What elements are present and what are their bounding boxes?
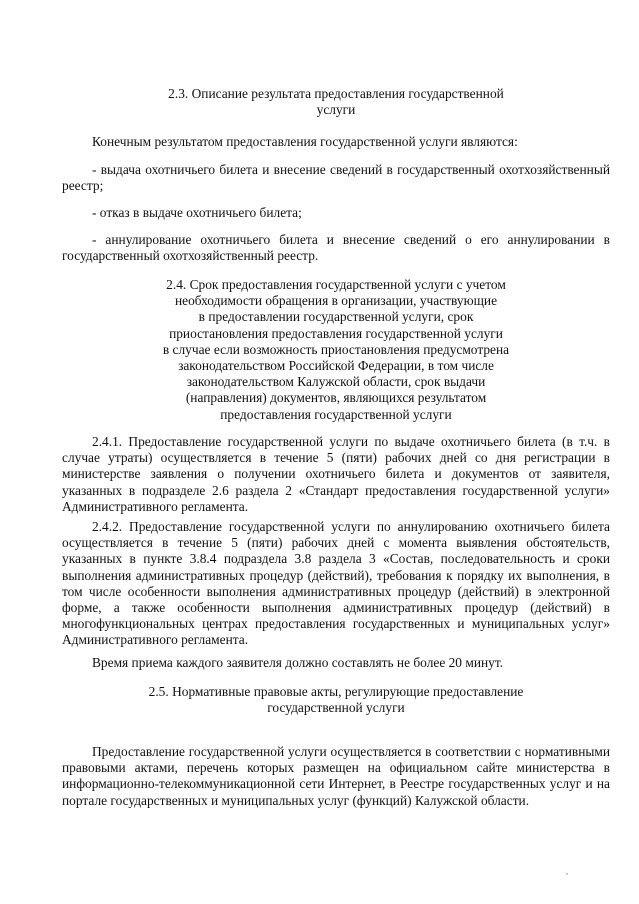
heading-line: (направления) документов, являющихся результатом [185, 390, 487, 406]
heading-line: 2.5. Нормативные правовые акты, регулирующие предоставление [148, 684, 524, 699]
heading-line: услуги [316, 102, 356, 118]
section-2-3-heading [62, 86, 610, 118]
paragraph-2-4-2: 2.4.2. Предоставление государственной услуги по аннулированию охотничьего билета осуществляется в течение 5 (пяти) рабочих дней с момента выявления обстоятельств, указанных в пункте 3.8.4 подраздела 3.8 раздела 3 «Состав, последовательность и сроки выполнения административных процедур (действий), требования к порядку их выполнения, в том числе особенности выполнения административных процедур (действий) в электронной форме, а также особенности выполнения административных процедур (действий) в многофункциональных центрах предоставления государственных и муниципальных услуг» Административного регламента. [62, 519, 610, 648]
heading-line: в предоставлении государственной услуги, срок [198, 309, 474, 325]
heading-line: предоставления государственной услуги [220, 406, 452, 422]
heading-line: 2.3. Описание результата предоставления государственной [168, 86, 504, 101]
heading-line: 2.4. Срок предоставления государственной услуги с учетом [166, 277, 506, 292]
heading-line: приостановления предоставления государственной услуги [169, 325, 503, 341]
section-2-3-intro: Конечным результатом предоставления государственной услуги являются: [92, 134, 518, 149]
result-item-annulment: - аннулирование охотничьего билета и внесение сведений о его аннулировании в государственный охотхозяйственный реестр. [62, 232, 610, 264]
section-2-5-body: Предоставление государственной услуги осуществляется в соответствии с нормативными правовыми актами, перечень которых размещен на официальном сайте министерства в информационно-телекоммуникационной сети Интернет, в Реестре государственных услуг и на портале государственных и муниципальных услуг (функций) Калужской области. [62, 744, 610, 808]
reception-time-note: Время приема каждого заявителя должно составлять не более 20 минут. [92, 655, 504, 670]
heading-line: законодательством Российской Федерации, в том числе [178, 358, 494, 374]
section-2-5-heading [62, 684, 610, 716]
result-item-issue: - выдача охотничьего билета и внесение сведений в государственный охотхозяйственный реестр; [62, 162, 610, 194]
section-2-4-heading [62, 277, 610, 423]
result-item-refusal: - отказ в выдаче охотничьего билета; [92, 205, 302, 220]
paragraph-2-4-1: 2.4.1. Предоставление государственной услуги по выдаче охотничьего билета (в т.ч. в случае утраты) осуществляется в течение 5 (пяти) рабочих дней со дня регистрации в министерстве заявления о получении охотничьего билета и документов от заявителя, указанных в подразделе 2.6 раздела 2 «Стандарт предоставления государственной услуги» Административного регламента. [62, 434, 610, 514]
heading-line: необходимости обращения в организации, участвующие [174, 293, 498, 309]
heading-line: государственной услуги [267, 700, 405, 716]
heading-line: законодательством Калужской области, срок выдачи [186, 374, 486, 390]
scan-speck [566, 873, 568, 875]
heading-line: в случае если возможность приостановления предусмотрена [162, 341, 510, 357]
